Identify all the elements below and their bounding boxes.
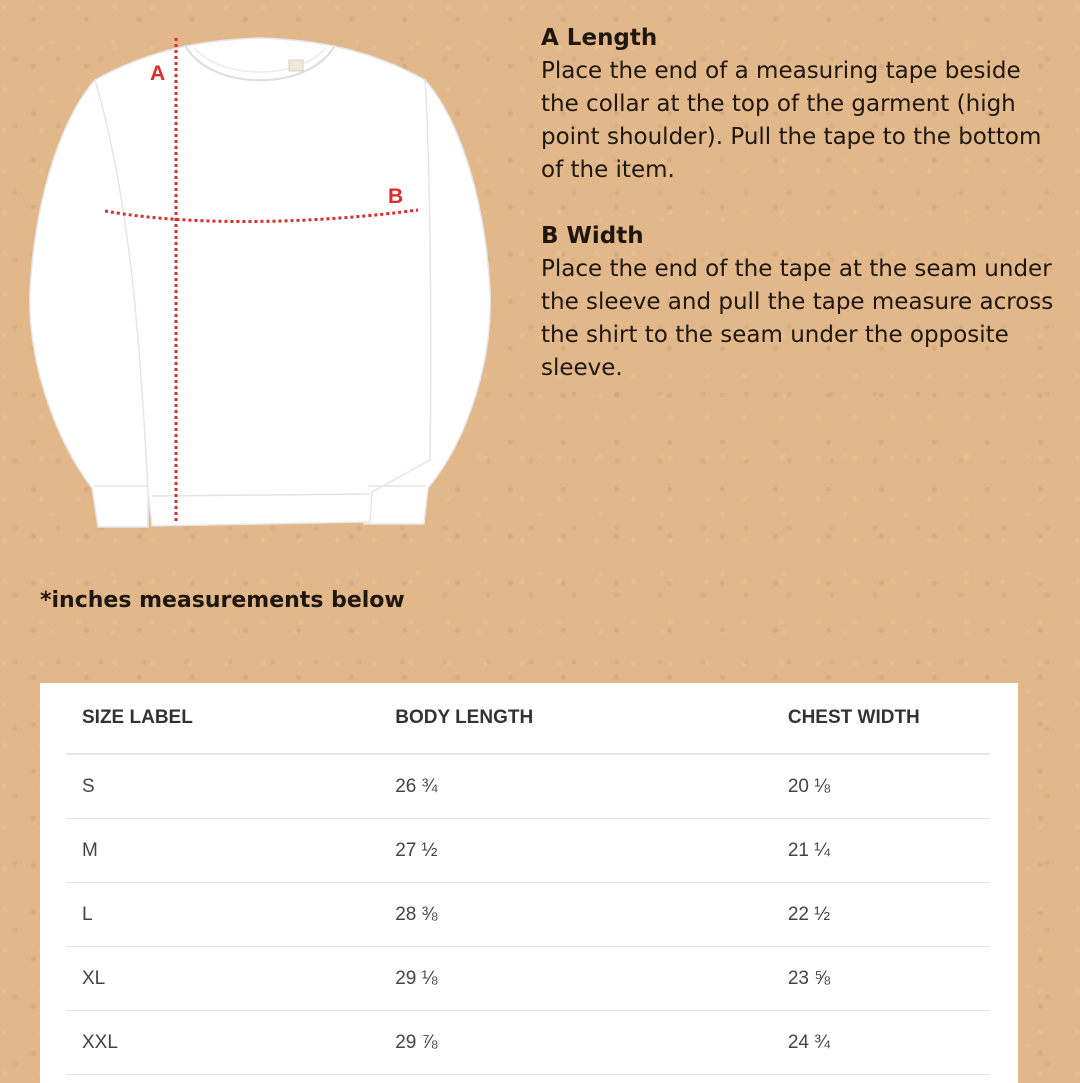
header-chest-width: CHEST WIDTH xyxy=(772,683,990,754)
table-row xyxy=(66,883,990,947)
units-note: *inches measurements below xyxy=(40,588,405,613)
size-cell: S xyxy=(66,754,379,819)
label-a: A xyxy=(150,62,166,85)
label-b: B xyxy=(388,185,404,208)
size-chart xyxy=(40,683,1018,1083)
chest-width-cell: 20 ⅛ xyxy=(772,754,990,819)
table-row xyxy=(66,947,990,1011)
body-length-cell: 26 ¾ xyxy=(379,754,772,819)
measurement-instructions xyxy=(541,22,1061,385)
header-body-length: BODY LENGTH xyxy=(379,683,772,754)
body-length-cell: 27 ½ xyxy=(379,819,772,883)
table-row xyxy=(66,1011,990,1075)
body-length-cell: 28 ⅜ xyxy=(379,883,772,947)
header-size-label: SIZE LABEL xyxy=(66,683,379,754)
body-length-cell: 29 ⅛ xyxy=(379,947,772,1011)
size-cell: XL xyxy=(66,947,379,1011)
table-row xyxy=(66,819,990,883)
width-title: B Width xyxy=(541,223,644,249)
garment-tag xyxy=(289,60,303,71)
size-cell: XXL xyxy=(66,1011,379,1075)
chest-width-cell: 24 ¾ xyxy=(772,1011,990,1075)
width-description: Place the end of the tape at the seam under the sleeve and pull the tape measure across the shirt to the seam under the opposite sleeve. xyxy=(541,256,1054,381)
length-description: Place the end of a measuring tape beside the collar at the top of the garment (high point shoulder). Pull the tape to the bottom of the item. xyxy=(541,58,1042,183)
chest-width-cell: 21 ¼ xyxy=(772,819,990,883)
chest-width-cell: 22 ½ xyxy=(772,883,990,947)
body-length-cell: 29 ⅞ xyxy=(379,1011,772,1075)
table-header-row xyxy=(66,683,990,754)
length-title: A Length xyxy=(541,25,658,51)
size-cell: L xyxy=(66,883,379,947)
chest-width-cell: 23 ⅝ xyxy=(772,947,990,1011)
table-row xyxy=(66,754,990,819)
sweater-shape xyxy=(30,38,490,527)
sweater-diagram xyxy=(20,20,500,540)
size-cell: M xyxy=(66,819,379,883)
